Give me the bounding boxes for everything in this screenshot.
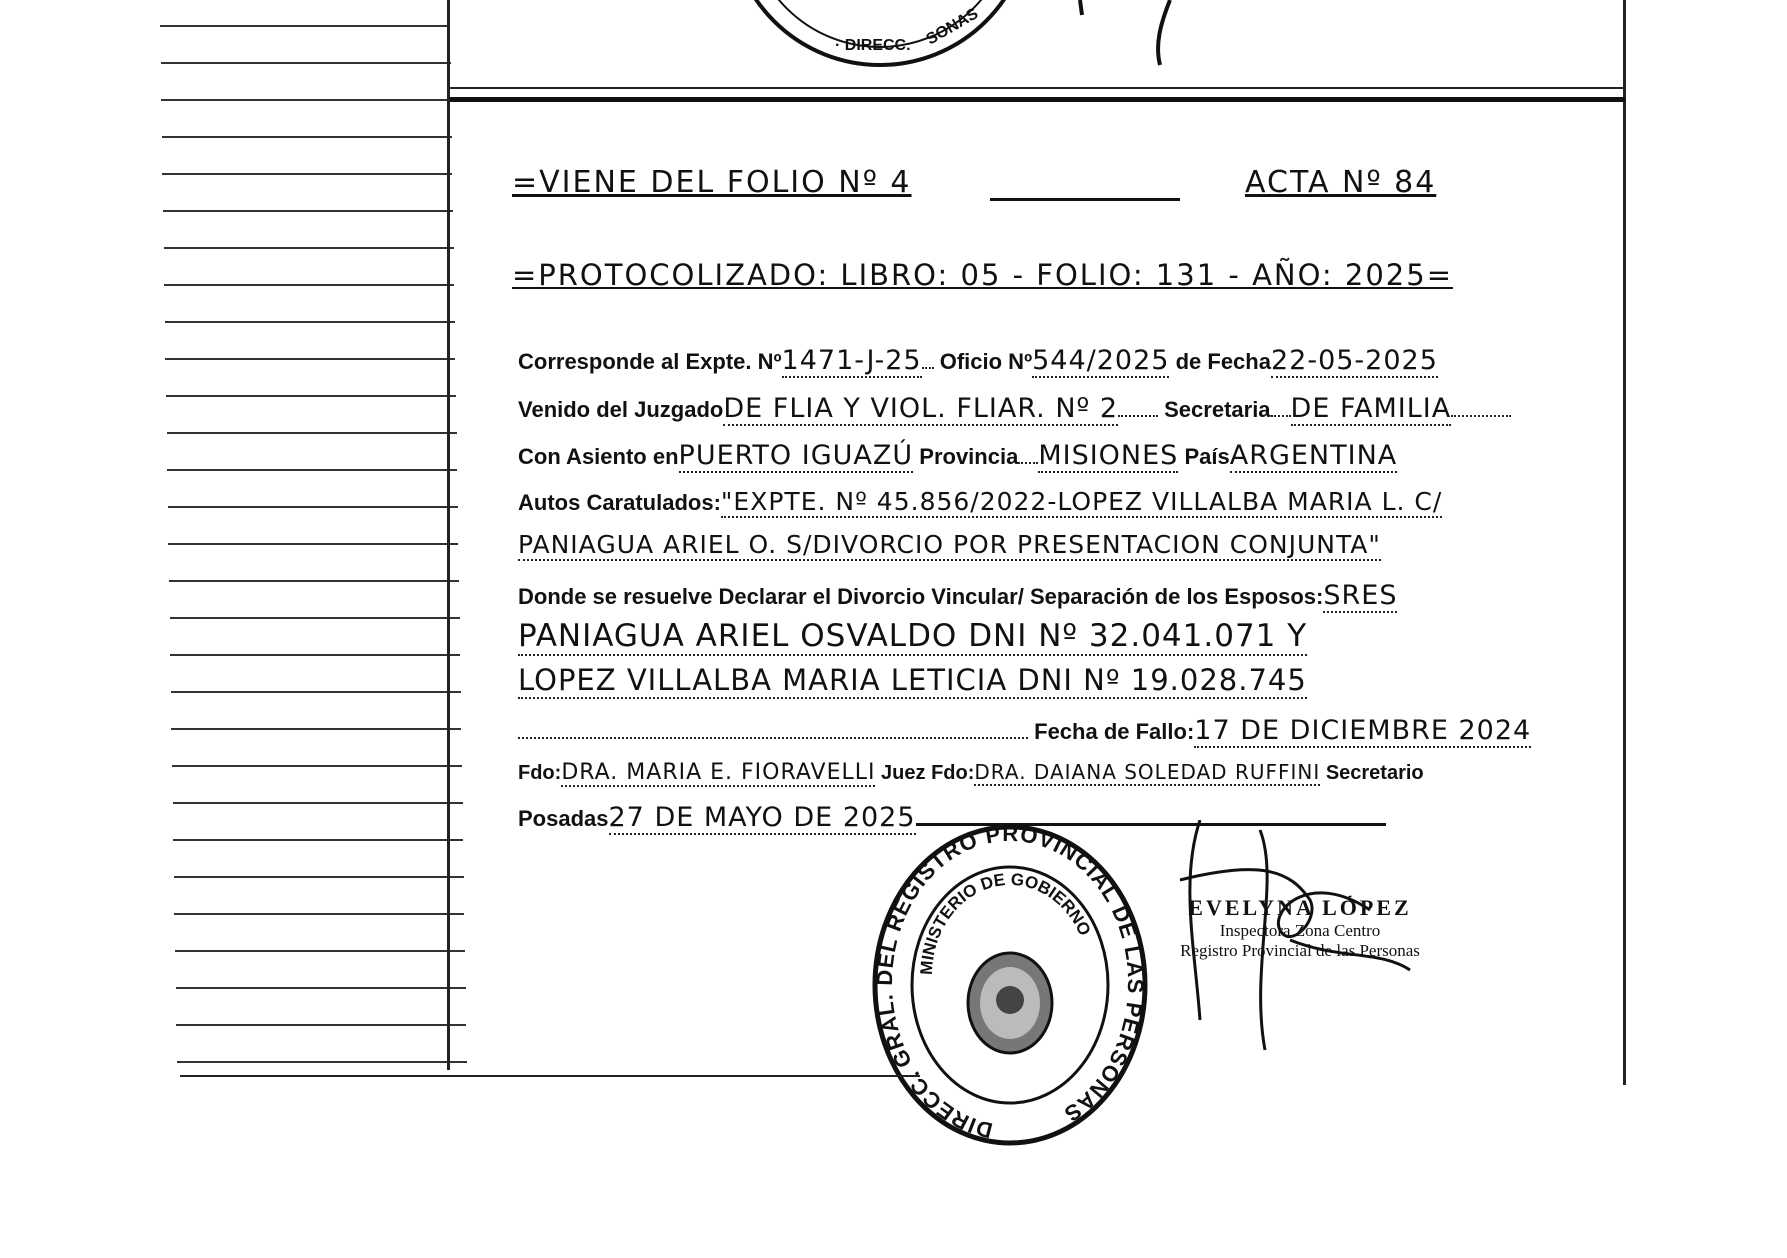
ruled-line: [173, 839, 463, 841]
stamp-inner-text: MINISTERIO DE GOBIERNO: [916, 869, 1095, 976]
secretario-value: DRA. DAIANA SOLEDAD RUFFINI: [974, 760, 1321, 784]
pais-value: ARGENTINA: [1229, 440, 1398, 471]
ruled-line: [175, 950, 465, 952]
autos-label: Autos Caratulados:: [518, 490, 721, 515]
firmas-line: [518, 760, 1568, 785]
pais-label: País: [1184, 444, 1230, 469]
ruled-line: [168, 506, 458, 508]
venido-label: Venido del Juzgado: [518, 397, 724, 422]
ruled-line: [174, 913, 464, 915]
heading-dash-line: [990, 198, 1180, 201]
fdo-label: Fdo:: [518, 762, 562, 784]
secretario-label: Secretario: [1325, 762, 1424, 784]
ruled-line: [169, 580, 459, 582]
ruled-line: [171, 728, 461, 730]
autos-value-2: PANIAGUA ARIEL O. S/DIVORCIO POR PRESENTACION CONJUNTA": [518, 530, 1381, 559]
separator-line: [450, 87, 1625, 89]
provincia-value: MISIONES: [1038, 440, 1179, 471]
juez-value: DRA. MARIA E. FIORAVELLI: [561, 760, 876, 785]
asiento-value: PUERTO IGUAZÚ: [678, 440, 914, 471]
expte-value: 1471-J-25: [781, 345, 922, 376]
signer-organization: Registro Provincial de las Personas: [1180, 941, 1420, 960]
secretaria-label: Secretaria: [1164, 397, 1271, 422]
asiento-label: Con Asiento en: [518, 444, 679, 469]
provincia-label: Provincia: [919, 444, 1019, 469]
signature-block: [1160, 895, 1440, 961]
esposo-1-value: PANIAGUA ARIEL OSVALDO DNI Nº 32.041.071 Y: [518, 618, 1308, 654]
esposo-2-line: [518, 663, 1568, 697]
fallo-label: Fecha de Fallo:: [1034, 719, 1195, 744]
autos-line-1: [518, 487, 1568, 516]
esposo-1-line: [518, 618, 1568, 654]
expte-label: Corresponde al Expte. Nº: [518, 349, 782, 374]
margin-line-left: [447, 0, 450, 1070]
secretaria-value: DE FAMILIA: [1290, 393, 1452, 424]
resuelve-line: [518, 580, 1568, 611]
acta-number: ACTA Nº 84: [1245, 165, 1437, 200]
ruled-line: [165, 358, 455, 360]
fecha-value: 22-05-2025: [1270, 345, 1438, 376]
oficio-value: 544/2025: [1032, 345, 1170, 376]
ruled-line: [160, 25, 450, 27]
ruled-line: [165, 321, 455, 323]
viene-del-folio: =VIENE DEL FOLIO Nº 4: [512, 165, 912, 200]
esposo-2-value: LOPEZ VILLALBA MARIA LETICIA DNI Nº 19.028.745: [518, 663, 1307, 697]
oficio-label: Oficio Nº: [939, 349, 1033, 374]
stamp-text: DIRECC. GRAL. DEL REGISTRO PROVINCIAL DE LAS PERSONAS: [871, 825, 1149, 1144]
ruled-line: [161, 99, 451, 101]
resuelve-value: SRES: [1323, 580, 1398, 611]
juez-label: Juez: [881, 762, 926, 784]
top-signature-stroke: [1060, 0, 1180, 70]
bottom-rule: [180, 1075, 920, 1077]
ruled-line: [170, 654, 460, 656]
ruled-line: [173, 802, 463, 804]
fallo-value: 17 DE DICIEMBRE 2024: [1194, 715, 1532, 746]
separator-line-thick: [450, 97, 1625, 102]
ruled-line: [163, 210, 453, 212]
ruled-line: [162, 173, 452, 175]
posadas-label: Posadas: [518, 806, 609, 831]
protocolizado-line: =PROTOCOLIZADO: LIBRO: 05 - FOLIO: 131 - AÑO: 2025=: [512, 258, 1454, 292]
ruled-line: [162, 136, 452, 138]
venido-line: [518, 393, 1568, 424]
svg-text:· DIRECC.: · DIRECC.: [835, 37, 911, 54]
ruled-line: [168, 543, 458, 545]
ruled-line: [167, 432, 457, 434]
signer-name: EVELYNA LÓPEZ: [1188, 895, 1412, 920]
svg-text:SONAS: SONAS: [923, 5, 982, 49]
ruled-line: [174, 876, 464, 878]
ruled-line: [177, 1061, 467, 1063]
official-stamp-seal: [870, 825, 1150, 1155]
ruled-line: [170, 617, 460, 619]
ruled-line: [167, 469, 457, 471]
ruled-line: [166, 395, 456, 397]
venido-value: DE FLIA Y VIOL. FLIAR. Nº 2: [723, 393, 1118, 424]
signer-role: Inspectora Zona Centro: [1219, 921, 1381, 940]
ruled-line: [176, 987, 466, 989]
ruled-line: [164, 247, 454, 249]
fdo2-label: Fdo:: [931, 762, 975, 784]
ruled-line: [172, 765, 462, 767]
ruled-line: [176, 1024, 466, 1026]
ruled-line: [171, 691, 461, 693]
resuelve-label: Donde se resuelve Declarar el Divorcio Vincular/ Separación de los Esposos:: [518, 584, 1324, 609]
ruled-line: [161, 62, 451, 64]
expte-line: [518, 345, 1568, 376]
autos-value-1: "EXPTE. Nº 45.856/2022-LOPEZ VILLALBA MARIA L. C/: [720, 487, 1443, 516]
fecha-label: de Fecha: [1175, 349, 1271, 374]
fallo-line: [518, 715, 1568, 746]
margin-line-right: [1623, 0, 1626, 1085]
top-stamp-seal: [715, 0, 1045, 70]
asiento-line: [518, 440, 1568, 471]
posadas-value: 27 DE MAYO DE 2025: [608, 802, 916, 833]
ruled-line: [164, 284, 454, 286]
autos-line-2: [518, 530, 1568, 559]
